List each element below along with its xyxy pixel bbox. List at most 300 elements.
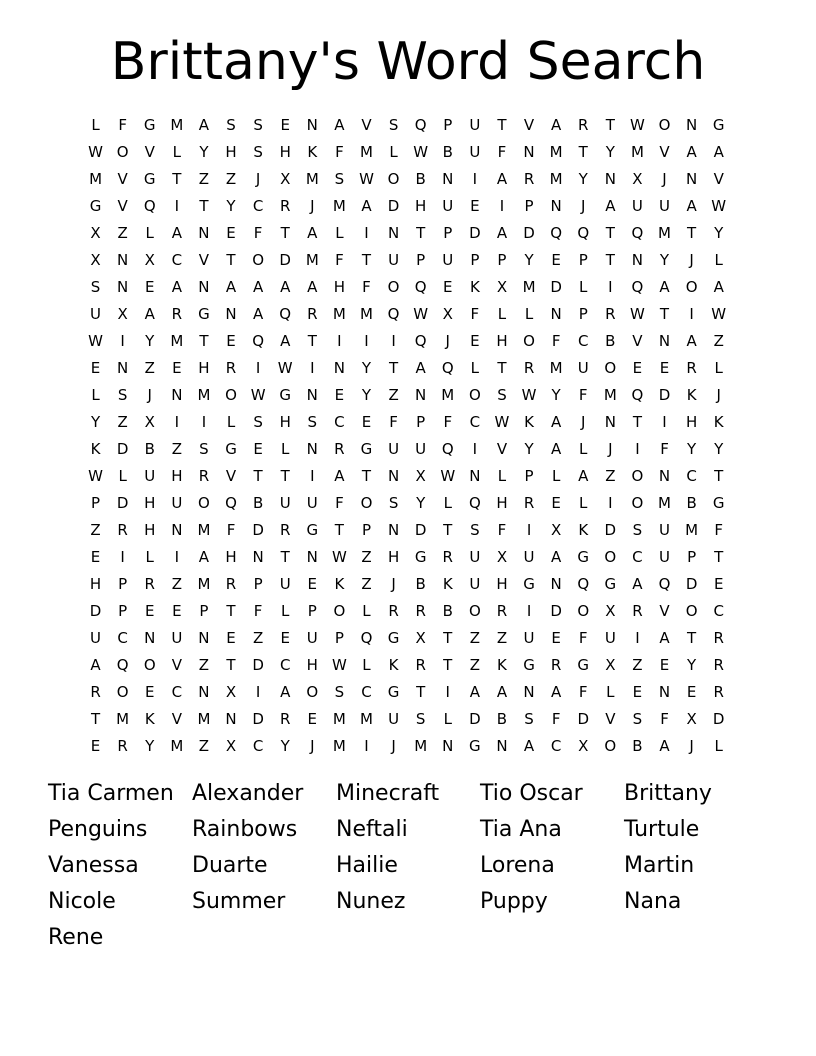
grid-letter: C <box>577 332 589 350</box>
grid-row <box>82 247 732 274</box>
grid-letter: O <box>631 467 644 485</box>
grid-letter: E <box>226 629 236 647</box>
grid-letter: A <box>280 332 291 350</box>
grid-letter: I <box>608 278 613 296</box>
grid-letter: N <box>306 116 318 134</box>
grid-letter: D <box>116 440 129 458</box>
grid-letter: M <box>603 386 617 404</box>
grid-letter: H <box>496 575 508 593</box>
grid-letter: N <box>550 575 562 593</box>
grid-letter: E <box>551 629 561 647</box>
grid-row <box>82 382 732 409</box>
grid-letter: U <box>306 629 318 647</box>
grid-letter: Y <box>605 143 615 161</box>
grid-letter: I <box>310 467 315 485</box>
grid-letter: C <box>713 602 724 620</box>
grid-letter: A <box>90 656 101 674</box>
grid-letter: U <box>90 305 102 323</box>
grid-letter: Z <box>90 521 101 539</box>
grid-letter: W <box>521 386 537 404</box>
grid-letter: C <box>171 683 183 701</box>
grid-letter: O <box>333 602 346 620</box>
word-list-item: Tio Oscar <box>480 781 583 806</box>
grid-letter: L <box>714 737 723 755</box>
grid-letter: G <box>414 548 427 566</box>
grid-letter: O <box>387 278 400 296</box>
grid-row <box>82 490 732 517</box>
grid-letter: J <box>581 413 586 431</box>
grid-letter: M <box>332 305 346 323</box>
word-list-item: Nana <box>624 889 682 914</box>
grid-letter: B <box>632 737 643 755</box>
grid-letter: T <box>280 548 290 566</box>
grid-letter: Z <box>605 467 616 485</box>
grid-letter: D <box>89 602 102 620</box>
word-list-item: Vanessa <box>48 853 139 878</box>
grid-letter: L <box>443 710 452 728</box>
grid-letter: R <box>334 440 345 458</box>
grid-letter: N <box>171 521 183 539</box>
grid-letter: N <box>225 305 237 323</box>
grid-letter: A <box>659 278 670 296</box>
grid-letter: E <box>659 359 670 377</box>
grid-letter: N <box>685 116 698 134</box>
grid-letter: G <box>387 629 400 647</box>
grid-letter: N <box>496 737 508 755</box>
grid-letter: X <box>225 683 237 701</box>
grid-letter: E <box>280 629 290 647</box>
grid-letter: D <box>550 602 562 620</box>
grid-letter: A <box>659 629 670 647</box>
grid-letter: F <box>335 251 344 269</box>
grid-letter: R <box>90 683 101 701</box>
grid-letter: K <box>144 710 155 728</box>
grid-letter: M <box>197 386 211 404</box>
grid-letter: U <box>306 494 318 512</box>
grid-letter: L <box>524 305 534 323</box>
grid-letter: R <box>713 683 724 701</box>
grid-letter: C <box>469 413 481 431</box>
grid-letter: T <box>361 251 372 269</box>
grid-letter: C <box>334 413 345 431</box>
grid-letter: L <box>172 143 181 161</box>
grid-letter: X <box>117 305 128 323</box>
grid-letter: E <box>90 737 101 755</box>
word-list-item: Hailie <box>336 853 398 878</box>
grid-letter: P <box>687 548 697 566</box>
grid-letter: W <box>413 143 429 161</box>
grid-letter: D <box>116 494 129 512</box>
grid-letter: E <box>470 197 480 215</box>
grid-letter: R <box>578 116 589 134</box>
grid-letter: I <box>608 494 613 512</box>
grid-letter: H <box>333 278 346 296</box>
grid-row <box>82 625 732 652</box>
grid-letter: M <box>658 494 671 512</box>
grid-letter: M <box>332 197 346 215</box>
grid-letter: K <box>442 575 453 593</box>
word-list-item: Tia Carmen <box>48 781 174 806</box>
grid-letter: I <box>364 224 369 242</box>
grid-letter: U <box>469 116 481 134</box>
grid-letter: M <box>332 737 346 755</box>
grid-letter: G <box>577 656 590 674</box>
grid-letter: A <box>225 278 237 296</box>
grid-letter: E <box>334 386 345 404</box>
word-list-item: Duarte <box>192 853 268 878</box>
grid-letter: G <box>143 170 156 188</box>
grid-letter: V <box>713 170 724 188</box>
grid-letter: I <box>310 359 315 377</box>
grid-letter: W <box>711 305 727 323</box>
grid-letter: S <box>117 386 128 404</box>
grid-letter: B <box>415 170 426 188</box>
grid-letter: D <box>550 278 562 296</box>
grid-letter: A <box>523 737 535 755</box>
grid-letter: R <box>605 305 616 323</box>
grid-letter: U <box>469 575 481 593</box>
grid-letter: B <box>605 332 616 350</box>
grid-letter: A <box>578 467 589 485</box>
grid-letter: Z <box>388 386 399 404</box>
grid-letter: Y <box>524 251 534 269</box>
grid-letter: X <box>442 305 453 323</box>
grid-letter: E <box>253 440 263 458</box>
grid-letter: Y <box>361 359 372 377</box>
grid-letter: N <box>171 386 183 404</box>
grid-letter: I <box>201 413 207 431</box>
grid-letter: R <box>415 656 426 674</box>
grid-letter: P <box>307 602 317 620</box>
grid-letter: L <box>470 359 480 377</box>
grid-letter: U <box>659 521 670 539</box>
grid-row <box>82 436 732 463</box>
grid-letter: L <box>497 305 507 323</box>
grid-letter: O <box>658 116 671 134</box>
grid-letter: B <box>415 575 426 593</box>
grid-letter: T <box>416 683 426 701</box>
grid-letter: E <box>144 602 155 620</box>
grid-letter: K <box>713 413 724 431</box>
grid-letter: N <box>469 467 481 485</box>
grid-letter: T <box>199 332 209 350</box>
grid-letter: Y <box>714 440 724 458</box>
grid-letter: N <box>306 548 318 566</box>
grid-letter: W <box>413 305 429 323</box>
grid-letter: D <box>279 251 291 269</box>
grid-letter: X <box>280 170 291 188</box>
grid-letter: M <box>116 710 130 728</box>
grid-letter: X <box>90 224 101 242</box>
grid-letter: H <box>415 197 427 215</box>
grid-letter: F <box>578 386 588 404</box>
grid-letter: O <box>306 683 319 701</box>
grid-letter: R <box>144 575 155 593</box>
grid-letter: H <box>198 359 210 377</box>
grid-letter: A <box>171 278 182 296</box>
grid-letter: A <box>334 467 345 485</box>
grid-letter: I <box>445 683 450 701</box>
grid-letter: G <box>712 116 725 134</box>
grid-row <box>82 733 732 760</box>
grid-letter: M <box>360 143 373 161</box>
grid-letter: Q <box>631 278 644 296</box>
grid-letter: V <box>659 602 670 620</box>
grid-letter: R <box>442 548 453 566</box>
grid-letter: M <box>360 305 373 323</box>
grid-letter: J <box>689 737 694 755</box>
grid-row <box>82 220 732 247</box>
grid-letter: I <box>255 683 261 701</box>
grid-letter: D <box>523 224 535 242</box>
grid-letter: I <box>635 629 640 647</box>
grid-letter: B <box>252 494 264 512</box>
grid-letter: R <box>550 656 562 674</box>
grid-letter: M <box>170 116 184 134</box>
grid-letter: F <box>335 143 344 161</box>
grid-letter: J <box>608 440 613 458</box>
grid-letter: S <box>253 116 263 134</box>
grid-letter: K <box>90 440 101 458</box>
grid-letter: R <box>307 305 318 323</box>
grid-letter: Z <box>361 548 372 566</box>
grid-letter: J <box>310 737 315 755</box>
grid-letter: A <box>334 116 345 134</box>
grid-letter: Q <box>414 278 427 296</box>
grid-letter: F <box>335 494 344 512</box>
grid-letter: R <box>117 737 128 755</box>
grid-letter: R <box>632 602 643 620</box>
grid-letter: Y <box>524 440 534 458</box>
grid-letter: R <box>279 710 291 728</box>
grid-letter: E <box>172 359 182 377</box>
grid-letter: Q <box>550 224 563 242</box>
grid-letter: F <box>660 440 669 458</box>
grid-letter: N <box>442 170 454 188</box>
grid-letter: L <box>714 251 723 269</box>
grid-letter: F <box>578 629 588 647</box>
grid-letter: S <box>334 170 345 188</box>
grid-letter: T <box>605 251 615 269</box>
grid-letter: T <box>172 170 182 188</box>
grid-letter: A <box>496 224 508 242</box>
grid-letter: C <box>252 197 264 215</box>
grid-letter: F <box>497 521 507 539</box>
grid-letter: H <box>144 494 156 512</box>
grid-letter: N <box>144 629 156 647</box>
grid-letter: T <box>687 224 697 242</box>
grid-letter: A <box>713 278 724 296</box>
grid-letter: O <box>387 170 400 188</box>
grid-letter: A <box>551 548 562 566</box>
grid-letter: F <box>660 710 669 728</box>
grid-letter: U <box>469 143 481 161</box>
grid-letter: R <box>523 359 535 377</box>
grid-letter: L <box>118 467 127 485</box>
grid-letter: A <box>307 224 318 242</box>
grid-letter: Y <box>145 737 155 755</box>
grid-letter: D <box>414 521 427 539</box>
grid-letter: W <box>440 467 456 485</box>
grid-letter: G <box>89 197 102 215</box>
grid-letter: F <box>389 413 398 431</box>
grid-letter: X <box>496 548 508 566</box>
grid-letter: V <box>117 197 128 215</box>
grid-letter: P <box>118 575 128 593</box>
grid-letter: O <box>468 602 481 620</box>
grid-letter: N <box>658 332 671 350</box>
grid-letter: P <box>443 116 453 134</box>
grid-letter: H <box>496 494 508 512</box>
grid-letter: L <box>497 467 507 485</box>
grid-letter: I <box>391 332 396 350</box>
grid-letter: P <box>524 467 534 485</box>
grid-letter: J <box>255 170 261 188</box>
grid-letter: S <box>226 116 236 134</box>
grid-letter: V <box>496 440 508 458</box>
grid-letter: T <box>307 332 317 350</box>
grid-letter: T <box>497 116 507 134</box>
grid-letter: Z <box>198 737 210 755</box>
letter-grid <box>82 112 732 760</box>
grid-letter: O <box>143 656 156 674</box>
grid-letter: M <box>441 386 455 404</box>
grid-letter: U <box>523 629 535 647</box>
grid-letter: A <box>686 332 697 350</box>
grid-letter: E <box>361 413 372 431</box>
grid-letter: Q <box>252 332 265 350</box>
grid-letter: V <box>632 332 643 350</box>
grid-letter: U <box>604 629 616 647</box>
grid-letter: A <box>415 359 426 377</box>
grid-letter: E <box>713 575 724 593</box>
grid-letter: P <box>578 251 588 269</box>
grid-letter: B <box>496 710 508 728</box>
grid-letter: G <box>143 116 156 134</box>
grid-letter: L <box>226 413 236 431</box>
grid-letter: Y <box>199 143 209 161</box>
grid-letter: P <box>470 251 480 269</box>
grid-letter: R <box>713 629 724 647</box>
grid-letter: W <box>494 413 510 431</box>
grid-letter: D <box>658 386 671 404</box>
grid-letter: Q <box>577 224 590 242</box>
grid-letter: N <box>252 548 264 566</box>
grid-letter: U <box>631 197 643 215</box>
grid-letter: E <box>90 548 101 566</box>
grid-letter: C <box>550 737 562 755</box>
grid-letter: H <box>496 332 508 350</box>
grid-letter: S <box>388 494 399 512</box>
grid-letter: E <box>443 278 453 296</box>
grid-letter: K <box>578 521 589 539</box>
grid-letter: P <box>524 197 534 215</box>
grid-letter: E <box>551 494 561 512</box>
grid-letter: G <box>306 521 319 539</box>
grid-letter: L <box>281 440 290 458</box>
grid-letter: I <box>472 170 478 188</box>
grid-letter: X <box>632 170 643 188</box>
grid-letter: Z <box>225 170 237 188</box>
grid-letter: X <box>578 737 589 755</box>
grid-letter: N <box>306 440 318 458</box>
grid-letter: F <box>551 332 561 350</box>
grid-letter: F <box>118 116 127 134</box>
grid-letter: M <box>360 710 373 728</box>
grid-letter: P <box>91 494 101 512</box>
grid-letter: A <box>713 143 724 161</box>
grid-letter: R <box>171 305 183 323</box>
grid-letter: L <box>145 548 154 566</box>
grid-letter: L <box>579 278 588 296</box>
grid-letter: E <box>686 683 697 701</box>
grid-letter: A <box>280 278 291 296</box>
grid-letter: C <box>171 251 183 269</box>
grid-letter: J <box>147 386 152 404</box>
grid-letter: E <box>90 359 101 377</box>
grid-letter: O <box>468 386 481 404</box>
grid-letter: I <box>337 332 342 350</box>
grid-letter: T <box>253 467 263 485</box>
grid-letter: A <box>551 413 562 431</box>
grid-letter: H <box>225 143 237 161</box>
grid-letter: L <box>606 683 615 701</box>
grid-letter: D <box>469 224 481 242</box>
grid-letter: X <box>605 656 616 674</box>
grid-letter: U <box>577 359 589 377</box>
grid-letter: N <box>387 224 400 242</box>
grid-letter: X <box>225 737 237 755</box>
grid-letter: P <box>497 251 507 269</box>
grid-letter: J <box>581 197 586 215</box>
grid-letter: M <box>549 359 563 377</box>
grid-letter: Z <box>117 413 128 431</box>
grid-letter: G <box>523 656 535 674</box>
grid-row <box>82 679 732 706</box>
grid-letter: W <box>359 170 374 188</box>
word-list-item: Puppy <box>480 889 548 914</box>
grid-letter: T <box>659 305 670 323</box>
grid-letter: C <box>279 656 291 674</box>
grid-letter: T <box>280 467 290 485</box>
grid-row <box>82 166 732 193</box>
grid-letter: P <box>416 413 426 431</box>
grid-letter: L <box>579 494 588 512</box>
grid-letter: N <box>198 224 210 242</box>
grid-letter: S <box>388 116 399 134</box>
word-list-item: Brittany <box>624 781 712 806</box>
grid-letter: T <box>334 521 344 539</box>
grid-letter: S <box>632 710 643 728</box>
grid-letter: R <box>117 521 128 539</box>
grid-letter: I <box>255 359 261 377</box>
grid-letter: D <box>252 656 264 674</box>
grid-letter: D <box>604 521 617 539</box>
grid-letter: B <box>144 440 155 458</box>
word-list-item: Neftali <box>336 817 408 842</box>
grid-letter: S <box>415 710 426 728</box>
grid-letter: T <box>497 359 507 377</box>
grid-letter: X <box>144 251 155 269</box>
grid-letter: O <box>116 143 129 161</box>
grid-letter: Q <box>387 305 400 323</box>
grid-letter: K <box>388 656 399 674</box>
grid-letter: Z <box>144 359 155 377</box>
grid-letter: L <box>335 224 344 242</box>
grid-letter: M <box>658 224 671 242</box>
grid-letter: U <box>442 251 454 269</box>
grid-letter: R <box>686 359 697 377</box>
